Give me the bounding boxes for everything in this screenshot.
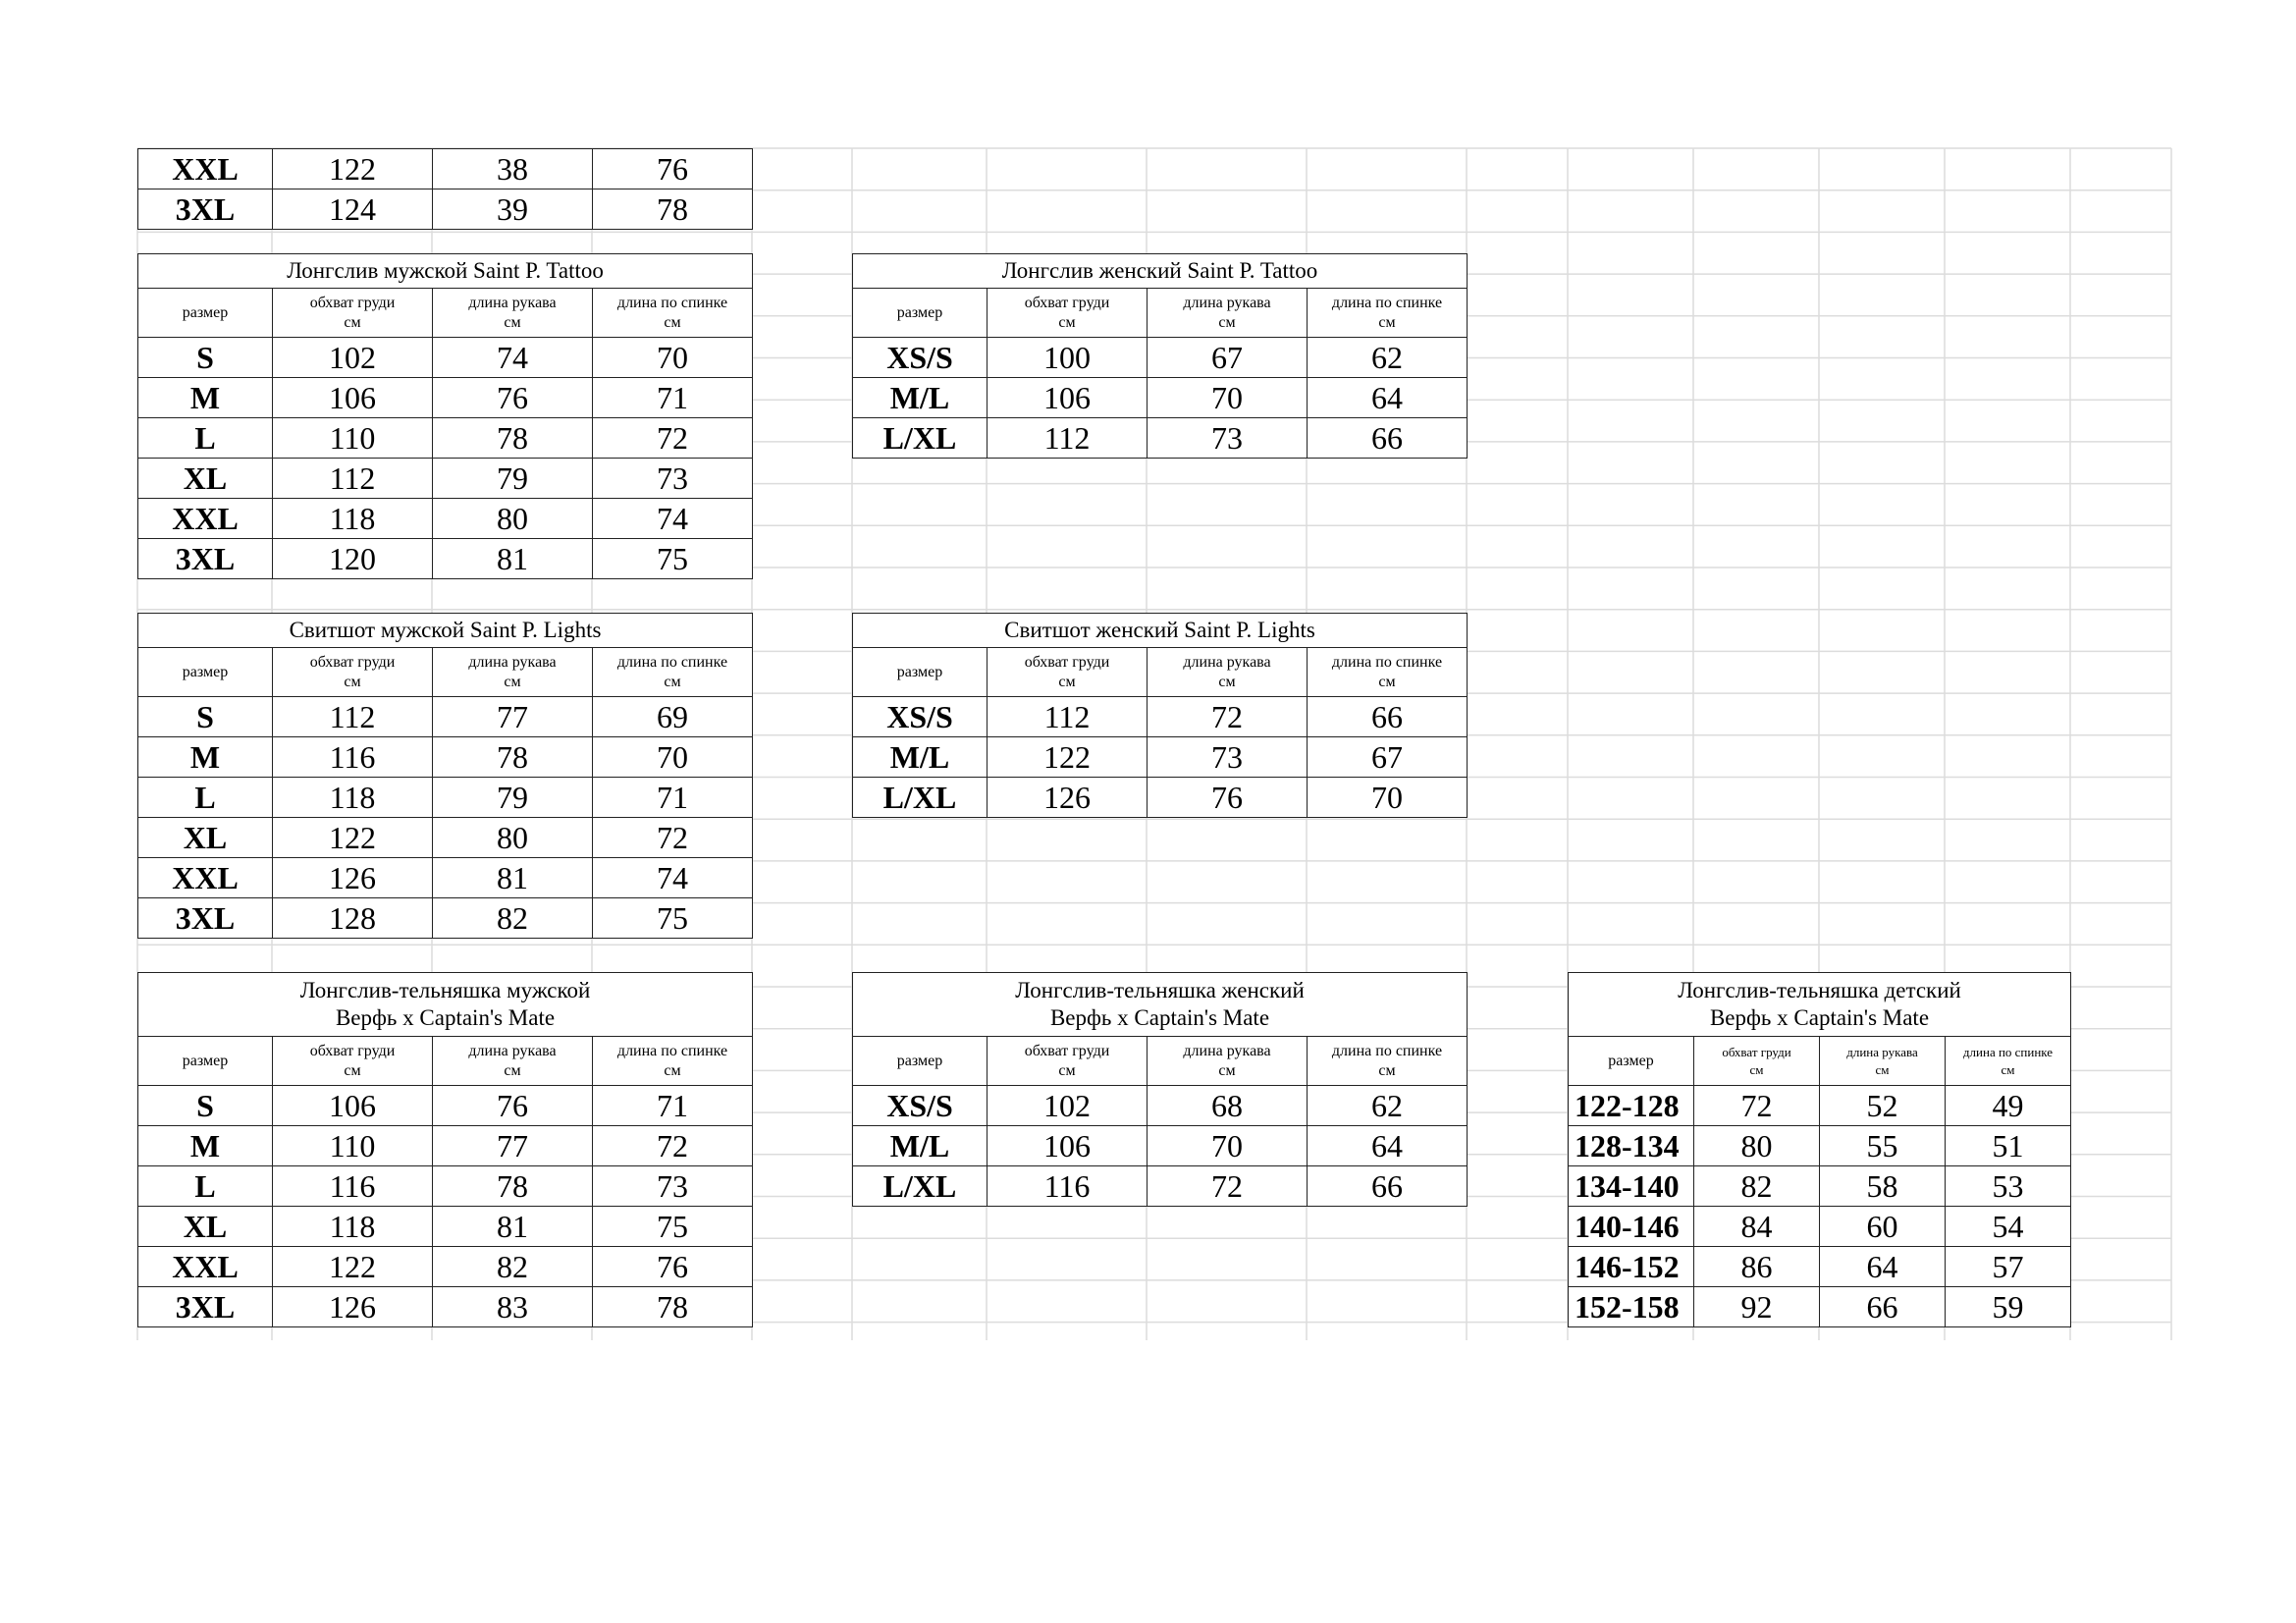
- sleeve-cell: 79: [433, 459, 593, 499]
- sleeve-cell: 79: [433, 778, 593, 818]
- sleeve-cell: 38: [433, 149, 593, 189]
- size-cell: S: [138, 338, 273, 378]
- size-cell: XS/S: [853, 1086, 988, 1126]
- chest-cell: 116: [988, 1166, 1148, 1207]
- size-cell: L/XL: [853, 418, 988, 459]
- header-sleeve: [1820, 1037, 1946, 1086]
- header-size: размер: [138, 1037, 273, 1086]
- chest-cell: 116: [273, 1166, 433, 1207]
- header-back: [1308, 289, 1468, 338]
- sleeve-cell: 60: [1820, 1207, 1946, 1247]
- chest-cell: 110: [273, 1126, 433, 1166]
- header-sleeve-unit: см: [504, 313, 521, 331]
- header-chest: [273, 1037, 433, 1086]
- table-title: [138, 614, 753, 648]
- chest-cell: 84: [1694, 1207, 1820, 1247]
- chest-cell: 118: [273, 1207, 433, 1247]
- header-back-line-1: длина по спинке: [1331, 1042, 1443, 1059]
- table-row: [138, 459, 753, 499]
- header-sleeve-line-1: длина рукава: [1183, 653, 1271, 671]
- chest-cell: 126: [273, 858, 433, 898]
- sleeve-cell: 81: [433, 1207, 593, 1247]
- back-cell: 75: [593, 539, 753, 579]
- size-table-sweatshirt-women-lights: [852, 613, 1468, 818]
- chest-cell: 122: [273, 149, 433, 189]
- table-title-line: Лонгслив-тельняшка мужской: [299, 978, 591, 1002]
- header-back-unit: см: [1378, 1061, 1396, 1079]
- size-table-longsleeve-women-tattoo: [852, 253, 1468, 459]
- table-title-line: Свитшот мужской Saint P. Lights: [289, 618, 602, 642]
- chest-cell: 126: [273, 1287, 433, 1327]
- table-title-row: [1569, 973, 2071, 1037]
- header-sleeve: [1148, 648, 1308, 697]
- table-row: [138, 338, 753, 378]
- back-cell: 62: [1308, 1086, 1468, 1126]
- chest-cell: 106: [273, 378, 433, 418]
- chest-cell: 82: [1694, 1166, 1820, 1207]
- size-table-longsleeve-men-tattoo: [137, 253, 753, 579]
- sleeve-cell: 67: [1148, 338, 1308, 378]
- size-cell: M/L: [853, 1126, 988, 1166]
- sleeve-cell: 78: [433, 1166, 593, 1207]
- size-cell: 122-128: [1569, 1086, 1694, 1126]
- header-back-line-1: длина по спинке: [616, 1042, 728, 1059]
- sleeve-cell: 52: [1820, 1086, 1946, 1126]
- size-cell: M/L: [853, 737, 988, 778]
- table-row: [138, 378, 753, 418]
- table-title-line: Верфь x Captain's Mate: [1049, 1005, 1270, 1030]
- size-cell: XXL: [138, 149, 273, 189]
- header-chest-line-1: обхват груди: [1024, 294, 1110, 311]
- size-cell: L/XL: [853, 778, 988, 818]
- header-back-unit: см: [1378, 673, 1396, 690]
- header-sleeve-unit: см: [1218, 1061, 1236, 1079]
- chest-cell: 118: [273, 778, 433, 818]
- table-title: [853, 254, 1468, 289]
- table-title-line: Свитшот женский Saint P. Lights: [1004, 618, 1315, 642]
- table-row: [1569, 1086, 2071, 1126]
- table-row: [853, 1086, 1468, 1126]
- table-row: [853, 338, 1468, 378]
- table-row: [1569, 1126, 2071, 1166]
- table-title-row: [138, 254, 753, 289]
- header-sleeve-unit: см: [1875, 1061, 1890, 1077]
- table-row: [138, 499, 753, 539]
- table-title: [853, 973, 1468, 1037]
- chest-cell: 112: [273, 697, 433, 737]
- table-row: [138, 1126, 753, 1166]
- back-cell: 71: [593, 1086, 753, 1126]
- chest-cell: 122: [273, 818, 433, 858]
- header-chest-unit: см: [344, 673, 361, 690]
- column-header-row: [138, 648, 753, 697]
- size-cell: 3XL: [138, 898, 273, 939]
- table-row: [138, 1247, 753, 1287]
- header-chest: [988, 1037, 1148, 1086]
- table-row: [1569, 1287, 2071, 1327]
- size-table-striped-longsleeve-men: [137, 972, 753, 1327]
- table-row: [853, 737, 1468, 778]
- back-cell: 70: [593, 338, 753, 378]
- header-back-unit: см: [2001, 1061, 2015, 1077]
- chest-cell: 112: [273, 459, 433, 499]
- back-cell: 69: [593, 697, 753, 737]
- size-cell: M: [138, 737, 273, 778]
- header-back: [1308, 648, 1468, 697]
- sleeve-cell: 76: [433, 378, 593, 418]
- back-cell: 72: [593, 1126, 753, 1166]
- header-back-unit: см: [1378, 313, 1396, 331]
- header-sleeve-line-1: длина рукава: [468, 294, 557, 311]
- header-chest-line-1: обхват груди: [309, 1042, 396, 1059]
- size-cell: 152-158: [1569, 1287, 1694, 1327]
- header-sleeve-unit: см: [1218, 313, 1236, 331]
- table-title: [138, 973, 753, 1037]
- header-size: размер: [853, 1037, 988, 1086]
- table-row: [853, 778, 1468, 818]
- table-title-line: Верфь x Captain's Mate: [335, 1005, 556, 1030]
- column-header-row: [853, 1037, 1468, 1086]
- size-table-striped-longsleeve-women: [852, 972, 1468, 1207]
- header-sleeve: [433, 1037, 593, 1086]
- chest-cell: 116: [273, 737, 433, 778]
- table-row: [853, 1126, 1468, 1166]
- sleeve-cell: 82: [433, 898, 593, 939]
- back-cell: 72: [593, 418, 753, 459]
- sleeve-cell: 76: [433, 1086, 593, 1126]
- size-cell: XL: [138, 1207, 273, 1247]
- size-cell: 146-152: [1569, 1247, 1694, 1287]
- chest-cell: 102: [273, 338, 433, 378]
- table-title-line: Лонгслив-тельняшка женский: [1015, 978, 1305, 1002]
- table-row: [1569, 1166, 2071, 1207]
- table-row: [138, 858, 753, 898]
- back-cell: 54: [1946, 1207, 2071, 1247]
- size-cell: 3XL: [138, 1287, 273, 1327]
- header-back-unit: см: [664, 673, 681, 690]
- table-row: [138, 1086, 753, 1126]
- header-chest-unit: см: [1058, 313, 1076, 331]
- back-cell: 74: [593, 858, 753, 898]
- header-chest-unit: см: [344, 1061, 361, 1079]
- size-cell: 3XL: [138, 189, 273, 230]
- header-sleeve-unit: см: [504, 673, 521, 690]
- back-cell: 73: [593, 1166, 753, 1207]
- header-size: размер: [1569, 1037, 1694, 1086]
- chest-cell: 92: [1694, 1287, 1820, 1327]
- table-row: [853, 378, 1468, 418]
- table-row: [138, 1207, 753, 1247]
- table-row: [138, 898, 753, 939]
- header-back: [593, 1037, 753, 1086]
- header-back-line-1: длина по спинке: [616, 294, 728, 311]
- chest-cell: 106: [273, 1086, 433, 1126]
- header-chest-unit: см: [1058, 1061, 1076, 1079]
- sleeve-cell: 77: [433, 697, 593, 737]
- header-chest: [273, 289, 433, 338]
- header-sleeve: [1148, 1037, 1308, 1086]
- header-chest-line-1: обхват груди: [1024, 653, 1110, 671]
- back-cell: 59: [1946, 1287, 2071, 1327]
- back-cell: 78: [593, 1287, 753, 1327]
- table-row: [138, 149, 753, 189]
- back-cell: 62: [1308, 338, 1468, 378]
- header-chest: [273, 648, 433, 697]
- sleeve-cell: 39: [433, 189, 593, 230]
- back-cell: 76: [593, 149, 753, 189]
- header-back-unit: см: [664, 1061, 681, 1079]
- chest-cell: 106: [988, 1126, 1148, 1166]
- back-cell: 64: [1308, 378, 1468, 418]
- back-cell: 51: [1946, 1126, 2071, 1166]
- header-sleeve-unit: см: [1218, 673, 1236, 690]
- sleeve-cell: 80: [433, 499, 593, 539]
- size-cell: XL: [138, 459, 273, 499]
- size-cell: XS/S: [853, 338, 988, 378]
- size-cell: XXL: [138, 858, 273, 898]
- table-row: [853, 418, 1468, 459]
- size-cell: 128-134: [1569, 1126, 1694, 1166]
- table-row: [853, 1166, 1468, 1207]
- column-header-row: [853, 289, 1468, 338]
- chest-cell: 106: [988, 378, 1148, 418]
- sleeve-cell: 70: [1148, 378, 1308, 418]
- sleeve-cell: 72: [1148, 697, 1308, 737]
- size-cell: XL: [138, 818, 273, 858]
- back-cell: 78: [593, 189, 753, 230]
- back-cell: 75: [593, 1207, 753, 1247]
- chest-cell: 72: [1694, 1086, 1820, 1126]
- sleeve-cell: 74: [433, 338, 593, 378]
- header-back-line-1: длина по спинке: [1962, 1044, 2054, 1059]
- size-cell: L: [138, 778, 273, 818]
- chest-cell: 112: [988, 418, 1148, 459]
- header-back-line-1: длина по спинке: [1331, 653, 1443, 671]
- size-cell: M: [138, 1126, 273, 1166]
- header-chest-line-1: обхват груди: [309, 294, 396, 311]
- chest-cell: 112: [988, 697, 1148, 737]
- table-title-row: [138, 614, 753, 648]
- header-sleeve: [1148, 289, 1308, 338]
- chest-cell: 124: [273, 189, 433, 230]
- header-back: [1308, 1037, 1468, 1086]
- table-row: [138, 1287, 753, 1327]
- table-row: [138, 737, 753, 778]
- header-back-line-1: длина по спинке: [616, 653, 728, 671]
- sleeve-cell: 73: [1148, 418, 1308, 459]
- size-cell: XXL: [138, 1247, 273, 1287]
- chest-cell: 122: [273, 1247, 433, 1287]
- header-chest: [988, 289, 1148, 338]
- back-cell: 74: [593, 499, 753, 539]
- header-chest: [1694, 1037, 1820, 1086]
- back-cell: 64: [1308, 1126, 1468, 1166]
- size-table-striped-longsleeve-kids: [1568, 972, 2071, 1327]
- header-chest-unit: см: [1749, 1061, 1764, 1077]
- sleeve-cell: 82: [433, 1247, 593, 1287]
- header-sleeve: [433, 289, 593, 338]
- size-table-continuation: [137, 148, 753, 230]
- back-cell: 71: [593, 778, 753, 818]
- header-sleeve-unit: см: [504, 1061, 521, 1079]
- size-cell: XS/S: [853, 697, 988, 737]
- sleeve-cell: 70: [1148, 1126, 1308, 1166]
- header-back: [593, 648, 753, 697]
- table-row: [138, 1166, 753, 1207]
- header-sleeve: [433, 648, 593, 697]
- column-header-row: [853, 648, 1468, 697]
- sleeve-cell: 83: [433, 1287, 593, 1327]
- table-row: [1569, 1247, 2071, 1287]
- size-cell: S: [138, 697, 273, 737]
- header-chest-line-1: обхват груди: [1024, 1042, 1110, 1059]
- header-chest-unit: см: [1058, 673, 1076, 690]
- chest-cell: 122: [988, 737, 1148, 778]
- header-back: [593, 289, 753, 338]
- sleeve-cell: 80: [433, 818, 593, 858]
- header-chest-unit: см: [344, 313, 361, 331]
- table-title: [1569, 973, 2071, 1037]
- column-header-row: [138, 289, 753, 338]
- size-cell: L: [138, 1166, 273, 1207]
- back-cell: 75: [593, 898, 753, 939]
- table-title-row: [138, 973, 753, 1037]
- chest-cell: 80: [1694, 1126, 1820, 1166]
- table-row: [853, 697, 1468, 737]
- sleeve-cell: 81: [433, 539, 593, 579]
- sleeve-cell: 58: [1820, 1166, 1946, 1207]
- column-header-row: [138, 1037, 753, 1086]
- table-row: [138, 189, 753, 230]
- size-cell: 3XL: [138, 539, 273, 579]
- sleeve-cell: 66: [1820, 1287, 1946, 1327]
- table-row: [138, 778, 753, 818]
- size-cell: L/XL: [853, 1166, 988, 1207]
- sleeve-cell: 55: [1820, 1126, 1946, 1166]
- header-back-line-1: длина по спинке: [1331, 294, 1443, 311]
- back-cell: 70: [593, 737, 753, 778]
- back-cell: 67: [1308, 737, 1468, 778]
- header-sleeve-line-1: длина рукава: [1183, 1042, 1271, 1059]
- sleeve-cell: 68: [1148, 1086, 1308, 1126]
- header-size: размер: [853, 648, 988, 697]
- table-row: [138, 818, 753, 858]
- table-title: [138, 254, 753, 289]
- table-row: [138, 539, 753, 579]
- table-title-row: [853, 254, 1468, 289]
- back-cell: 49: [1946, 1086, 2071, 1126]
- size-table-sweatshirt-men-lights: [137, 613, 753, 939]
- sleeve-cell: 78: [433, 418, 593, 459]
- chest-cell: 110: [273, 418, 433, 459]
- header-size: размер: [138, 648, 273, 697]
- back-cell: 53: [1946, 1166, 2071, 1207]
- table-row: [138, 697, 753, 737]
- chest-cell: 128: [273, 898, 433, 939]
- table-title-row: [853, 614, 1468, 648]
- back-cell: 71: [593, 378, 753, 418]
- back-cell: 72: [593, 818, 753, 858]
- chest-cell: 102: [988, 1086, 1148, 1126]
- header-chest: [988, 648, 1148, 697]
- table-title-row: [853, 973, 1468, 1037]
- back-cell: 66: [1308, 697, 1468, 737]
- back-cell: 70: [1308, 778, 1468, 818]
- size-cell: M/L: [853, 378, 988, 418]
- table-title: [853, 614, 1468, 648]
- size-cell: M: [138, 378, 273, 418]
- size-cell: XXL: [138, 499, 273, 539]
- sleeve-cell: 78: [433, 737, 593, 778]
- chest-cell: 126: [988, 778, 1148, 818]
- back-cell: 73: [593, 459, 753, 499]
- sleeve-cell: 64: [1820, 1247, 1946, 1287]
- header-sleeve-line-1: длина рукава: [468, 1042, 557, 1059]
- table-row: [138, 418, 753, 459]
- sleeve-cell: 73: [1148, 737, 1308, 778]
- table-row: [1569, 1207, 2071, 1247]
- back-cell: 57: [1946, 1247, 2071, 1287]
- chest-cell: 100: [988, 338, 1148, 378]
- table-title-line: Верфь x Captain's Mate: [1709, 1005, 1930, 1030]
- sleeve-cell: 77: [433, 1126, 593, 1166]
- table-title-line: Лонгслив мужской Saint P. Tattoo: [287, 258, 604, 283]
- chest-cell: 86: [1694, 1247, 1820, 1287]
- back-cell: 76: [593, 1247, 753, 1287]
- sleeve-cell: 76: [1148, 778, 1308, 818]
- header-size: размер: [138, 289, 273, 338]
- header-back: [1946, 1037, 2071, 1086]
- header-size: размер: [853, 289, 988, 338]
- chest-cell: 120: [273, 539, 433, 579]
- table-title-line: Лонгслив-тельняшка детский: [1678, 978, 1961, 1002]
- size-cell: 140-146: [1569, 1207, 1694, 1247]
- column-header-row: [1569, 1037, 2071, 1086]
- header-sleeve-line-1: длина рукава: [1183, 294, 1271, 311]
- header-sleeve-line-1: длина рукава: [468, 653, 557, 671]
- header-chest-line-1: обхват груди: [309, 653, 396, 671]
- back-cell: 66: [1308, 1166, 1468, 1207]
- table-title-line: Лонгслив женский Saint P. Tattoo: [1001, 258, 1318, 283]
- size-cell: S: [138, 1086, 273, 1126]
- back-cell: 66: [1308, 418, 1468, 459]
- sleeve-cell: 81: [433, 858, 593, 898]
- header-chest-line-1: обхват груди: [1722, 1044, 1791, 1059]
- sleeve-cell: 72: [1148, 1166, 1308, 1207]
- chest-cell: 118: [273, 499, 433, 539]
- header-back-unit: см: [664, 313, 681, 331]
- size-cell: 134-140: [1569, 1166, 1694, 1207]
- header-sleeve-line-1: длина рукава: [1846, 1044, 1918, 1059]
- size-cell: L: [138, 418, 273, 459]
